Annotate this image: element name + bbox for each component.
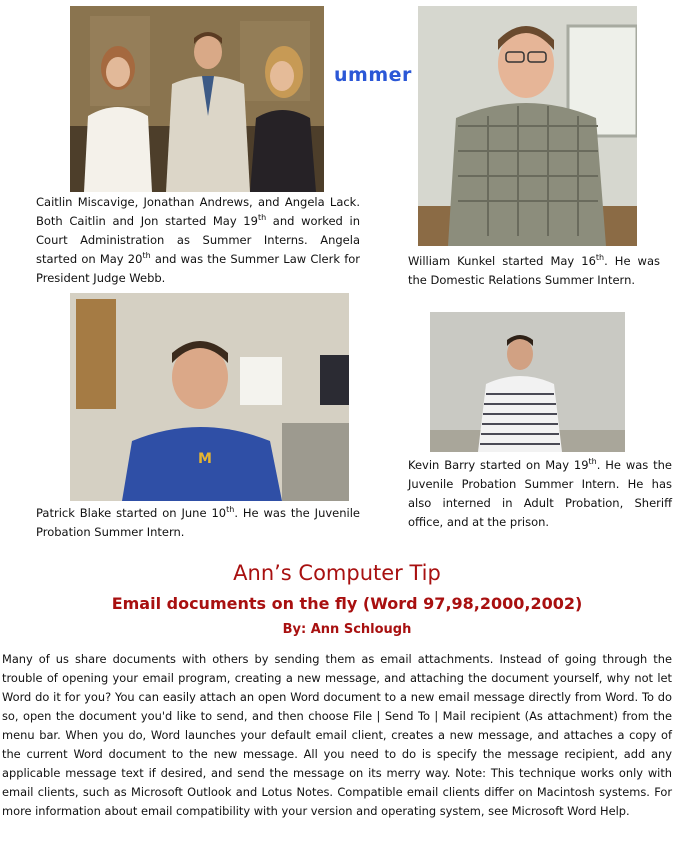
- tip-body-text: Many of us share documents with others by sending them as email attachments. Instead of going through the trouble of opening your email program, creating a new message, and attaching the document yourself, why not let Word do it for you? You can easily attach an open Word document to a new email message directly from Word. To do so, open the document you'd like to send, and then choose File | Send To | Mail recipient (As attachment) from the menu bar. When you do, Word launches your default email client, creates a new message, and attaches a copy of the current Word document to the new message. All you need to do is specify the message recipient, add any applicable message text if desired, and send the message on its merry way. Note: This technique works only with email clients, such as Microsoft Outlook and Lotus Notes. Compatible email clients differ on Macintosh systems. For more information about email compatibility with your version and operating system, see Microsoft Word Help.: [2, 652, 672, 818]
- section-heading-fragment: ummer: [334, 64, 412, 86]
- patrick-blake-photo: [70, 293, 349, 501]
- group-photo-caption: Caitlin Miscavige, Jonathan Andrews, and Angela Lack. Both Caitlin and Jon started May 19th and worked in Court Administration as Summer Interns. Angela started on May 20th and was the Summer Law Clerk for President Judge Webb.: [36, 195, 361, 285]
- tip-title: Ann’s Computer Tip: [233, 561, 441, 585]
- william-photo-caption: William Kunkel started May 16th. He was the Domestic Relations Summer Intern.: [408, 253, 661, 287]
- kevin-photo-caption: Kevin Barry started on May 19th. He was the Juvenile Probation Summer Intern. He has also interned in Adult Probation, Sheriff office, and at the prison.: [408, 457, 672, 529]
- svg-text:M: M: [198, 451, 212, 467]
- william-kunkel-photo: [418, 6, 637, 246]
- tip-subtitle: Email documents on the fly (Word 97,98,2000,2002): [111, 594, 583, 613]
- kevin-barry-photo: [430, 312, 625, 452]
- patrick-photo-caption: Patrick Blake started on June 10th. He was the Juvenile Probation Summer Intern.: [36, 505, 360, 539]
- group-intern-photo: [70, 6, 324, 192]
- tip-byline: By: Ann Schlough: [282, 622, 412, 637]
